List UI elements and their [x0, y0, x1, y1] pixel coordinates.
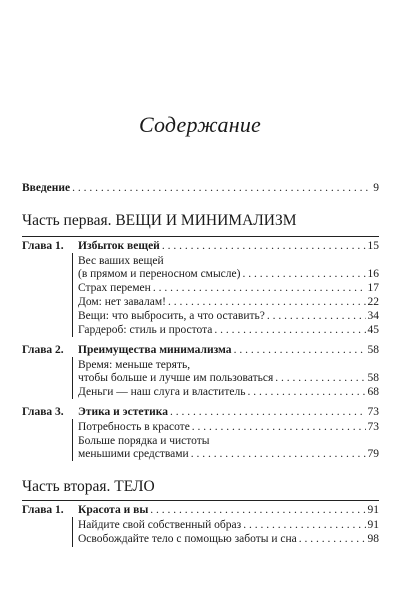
toc-entry-label: Найдите свой собственный образ	[78, 519, 242, 531]
toc-entry-page: 16	[367, 268, 379, 280]
chapter-number: Глава 2.	[22, 344, 64, 356]
toc-entry-page: 58	[367, 344, 379, 356]
section-bar	[72, 253, 73, 337]
leader-dots	[168, 295, 366, 309]
chapter-title	[22, 503, 148, 517]
toc-entry-page: 68	[367, 386, 379, 398]
toc-entry-page: 73	[367, 406, 379, 418]
toc-entry[interactable]	[78, 309, 379, 323]
chapter-title	[22, 343, 232, 357]
toc-entry[interactable]	[78, 323, 379, 337]
section-bar	[72, 517, 73, 547]
toc-entry-label: Страх перемен	[78, 282, 151, 294]
chapter-label: Преимущества минимализма	[78, 344, 232, 356]
toc-entry-page: 34	[367, 310, 379, 322]
chapter-label: Красота и вы	[78, 504, 149, 516]
toc-entry[interactable]	[78, 267, 379, 281]
section-bar	[72, 419, 73, 461]
toc-entry-label: Освобождайте тело с помощью заботы и сна	[78, 533, 297, 545]
leader-dots	[234, 343, 366, 357]
leader-dots	[170, 405, 366, 419]
toc-entry[interactable]	[78, 295, 379, 309]
leader-dots	[267, 309, 366, 323]
toc-entry[interactable]	[78, 447, 379, 461]
chapter-number: Глава 1.	[22, 504, 64, 516]
leader-dots	[150, 503, 365, 517]
page-title: Содержание	[138, 112, 261, 137]
leader-dots	[162, 239, 366, 253]
toc-entry-label: Введение	[22, 182, 71, 194]
toc-entry-label: Гардероб: стиль и простота	[78, 324, 213, 336]
toc-entry-page: 17	[367, 282, 379, 294]
toc-entry[interactable]	[78, 385, 379, 399]
toc-entry-page: 22	[367, 296, 379, 308]
toc-entry-page: 73	[367, 421, 379, 433]
chapter-number: Глава 1.	[22, 240, 64, 252]
toc-entry-label: чтобы больше и лучше им пользоваться	[78, 372, 274, 384]
section-bar	[72, 357, 73, 399]
toc-entry[interactable]	[78, 420, 379, 434]
toc-entry-page: 45	[367, 324, 379, 336]
leader-dots	[72, 181, 371, 195]
leader-dots	[247, 385, 365, 399]
leader-dots	[153, 281, 366, 295]
toc-entry-label: Дом: нет завалам!	[78, 296, 166, 308]
part-heading: Часть вторая. ТЕЛО	[22, 478, 155, 495]
toc-chapter[interactable]	[22, 343, 379, 357]
toc-entry-page: 98	[367, 533, 379, 545]
toc-entry[interactable]	[78, 371, 379, 385]
chapter-title	[22, 405, 168, 419]
leader-dots	[191, 447, 366, 461]
toc-entry-label: (в прямом и переносном смысле)	[78, 268, 241, 280]
toc-chapter[interactable]	[22, 405, 379, 419]
toc-entry-line: Больше порядка и чистоты	[78, 435, 210, 447]
leader-dots	[299, 532, 366, 546]
toc-chapter[interactable]	[22, 239, 379, 253]
leader-dots	[242, 267, 365, 281]
toc-entry-page: 91	[367, 504, 379, 516]
toc-entry[interactable]	[78, 532, 379, 546]
part-heading: Часть первая. ВЕЩИ И МИНИМАЛИЗМ	[22, 212, 297, 229]
chapter-label: Избыток вещей	[78, 240, 160, 252]
toc-entry-page: 58	[367, 372, 379, 384]
chapter-label: Этика и эстетика	[78, 406, 168, 418]
toc-entry[interactable]	[78, 518, 379, 532]
chapter-number: Глава 3.	[22, 406, 64, 418]
leader-dots	[214, 323, 365, 337]
toc-entry-label: меньшими средствами	[78, 448, 189, 460]
leader-dots	[243, 518, 365, 532]
toc-entry-label: Вещи: что выбросить, а что оставить?	[78, 310, 265, 322]
toc-entry-page: 91	[367, 519, 379, 531]
part-rule	[22, 236, 379, 237]
toc-entry-label: Потребность в красоте	[78, 421, 190, 433]
toc-entry[interactable]	[78, 281, 379, 295]
toc-entry-page: 9	[373, 182, 379, 194]
toc-chapter[interactable]	[22, 503, 379, 517]
toc-entry-intro[interactable]	[22, 181, 379, 195]
leader-dots	[192, 420, 366, 434]
part-rule	[22, 500, 379, 501]
toc-entry-page: 79	[367, 448, 379, 460]
toc-entry-line: Время: меньше терять,	[78, 359, 191, 371]
leader-dots	[275, 371, 365, 385]
toc-entry-line: Вес ваших вещей	[78, 255, 164, 267]
toc-entry-page: 15	[367, 240, 379, 252]
toc-entry-label: Деньги — наш слуга и властитель	[78, 386, 246, 398]
chapter-title	[22, 239, 160, 253]
